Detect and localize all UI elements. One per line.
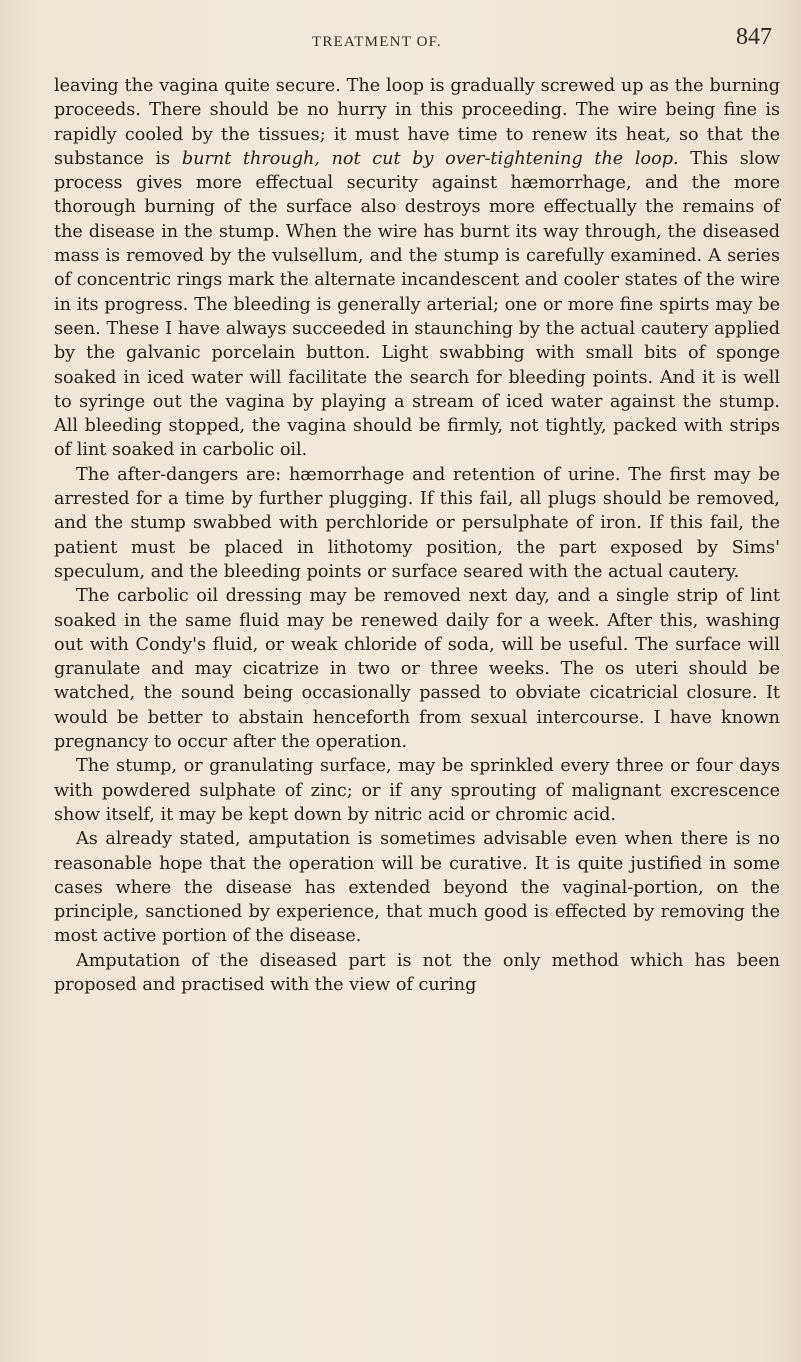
paragraph-1-text-before: leaving the vagina quite secure. The loop is gradually screwed up as the burning proceeds. There should be no hurry in this proceeding. The wire being fine is rapidly cooled by the tissues; it must have time to renew its heat, so that the substance is [54, 76, 780, 169]
paragraph-3: The carbolic oil dressing may be removed next day, and a single strip of lint soaked in the same fluid may be renewed daily for a week. After this, washing out with Condy's fluid, or weak chloride of soda, will be useful. The surface will granulate and may cicatrize in two or three weeks. The os uteri should be watched, the sound being occasionally passed to obviate cicatricial closure. It would be better to abstain henceforth from sexual intercourse. I have known pregnancy to occur after the operation. [54, 586, 780, 753]
paragraph-1-emphasis: burnt through, not cut by over-tightening the loop. [181, 148, 679, 169]
paragraph-4: The stump, or granulating surface, may be sprinkled every three or four days with powdered sulphate of zinc; or if any sprouting of malignant excrescence show itself, it may be kept down by nitric acid or chromic acid. [54, 756, 780, 825]
page-header [0, 24, 801, 70]
paragraph-2: The after-dangers are: hæmorrhage and retention of urine. The first may be arrested for a time by further plugging. If this fail, all plugs should be removed, and the stump swabbed with perchloride or persulphate of iron. If this fail, the patient must be placed in lithotomy position, the part exposed by Sims' speculum, and the bleeding points or surface seared with the actual cautery. [54, 464, 780, 582]
body-text [54, 74, 780, 997]
page-number: 847 [736, 24, 772, 50]
paragraph-6: Amputation of the diseased part is not the only method which has been proposed and practised with the view of curing [54, 950, 780, 995]
paragraph-1-text-after: This slow process gives more effectual security against hæmorrhage, and the more thorough burning of the surface also destroys more effectually the remains of the disease in the stump. When the wire has burnt its way through, the diseased mass is removed by the vulsellum, and the stump is carefully examined. A series of concentric rings mark the alternate incandescent and cooler states of the wire in its progress. The bleeding is generally arterial; one or more fine spirts may be seen. These I have always succeeded in staunching by the actual cautery applied by the galvanic porcelain button. Light swabbing with small bits of sponge soaked in iced water will facilitate the search for bleeding points. And it is well to syringe out the vagina by playing a stream of iced water against the stump. All bleeding stopped, the vagina should be firmly, not tightly, packed with strips of lint soaked in carbolic oil. [54, 148, 781, 461]
paragraph-5: As already stated, amputation is sometimes advisable even when there is no reasonable hope that the operation will be curative. It is quite justified in some cases where the disease has extended beyond the vaginal-portion, on the principle, sanctioned by experience, that much good is effected by removing the most active portion of the disease. [54, 829, 780, 947]
paragraph-1 [54, 74, 780, 463]
running-head: TREATMENT OF. [312, 34, 442, 50]
